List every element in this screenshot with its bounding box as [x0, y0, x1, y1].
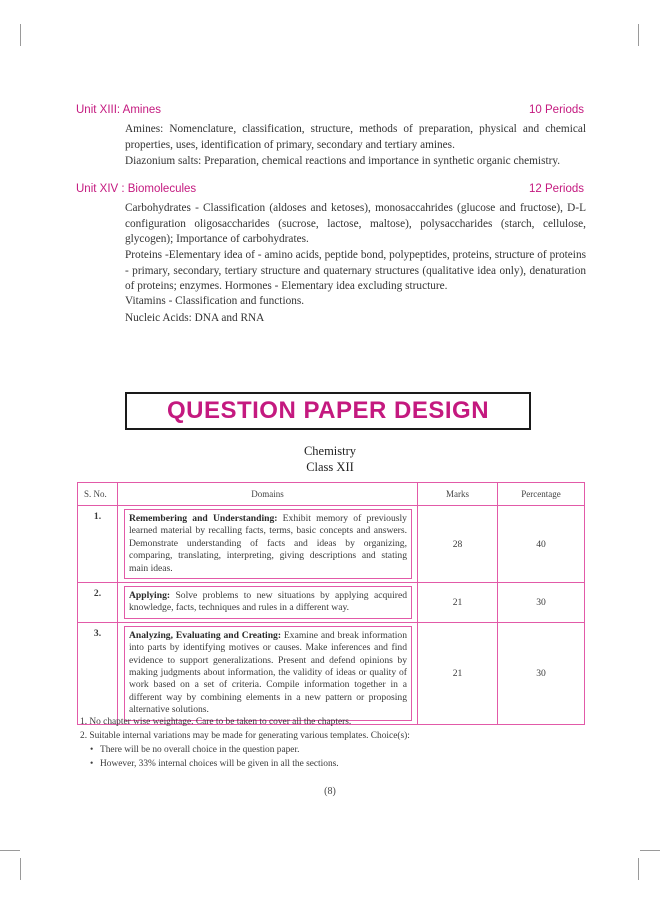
- table-row: [78, 583, 585, 623]
- row-sno: 2.: [78, 583, 118, 623]
- domain-text: Solve problems to new situations by applying acquired knowledge, facts, techniques and rules in a different way.: [129, 590, 407, 614]
- row-sno: 1.: [78, 506, 118, 583]
- table-header-row: [78, 483, 585, 506]
- crop-mark-bottom-left: [0, 850, 20, 851]
- unit-14-title: Unit XIV : Biomolecules: [76, 183, 197, 195]
- crop-mark-bottom-right: [640, 850, 660, 851]
- header-marks: Marks: [418, 483, 498, 506]
- header-sno: S. No.: [78, 483, 118, 506]
- header-domains: Domains: [118, 483, 418, 506]
- row-percentage: 30: [498, 583, 585, 623]
- proteins-paragraph: Proteins -Elementary idea of - amino acids, peptide bond, polypeptides, proteins, structure of proteins - primary, secondary, tertiary structure and quaternary structures (qualitative idea only), denaturation of proteins; enzymes. Hormones - Elementary idea excluding structure.: [125, 249, 586, 293]
- domain-title: Analyzing, Evaluating and Creating:: [129, 629, 282, 641]
- note-2: 2. Suitable internal variations may be made for generating various templates. Choice(s):: [80, 731, 410, 741]
- header-percentage: Percentage: [498, 483, 585, 506]
- row-marks: 28: [418, 506, 498, 583]
- row-sno: 3.: [78, 622, 118, 724]
- domain-box: [124, 626, 412, 721]
- bullet-icon: •: [90, 759, 94, 769]
- crop-mark-bottom-left-v: [20, 858, 21, 880]
- carbohydrates-paragraph: Carbohydrates - Classification (aldoses and ketoses), monosaccahrides (glucose and fructose), D-L configuration oligosaccharides (sucrose, lactose, maltose), polysaccharides (starch, cellulose, glycogen); Importance of carbohydrates.: [125, 202, 586, 246]
- vitamins-paragraph: Vitamins - Classification and functions.: [125, 295, 305, 307]
- crop-mark-top-right: [638, 24, 639, 46]
- section-title: QUESTION PAPER DESIGN: [166, 397, 490, 424]
- row-domain: [118, 622, 418, 724]
- amines-paragraph: Amines: Nomenclature, classification, structure, methods of preparation, physical and chemical properties, uses, identification of primary, secondary and tertiary amines.: [125, 123, 586, 151]
- table-row: [78, 506, 585, 583]
- nucleic-acids-paragraph: Nucleic Acids: DNA and RNA: [125, 312, 265, 324]
- domain-box: [124, 509, 412, 579]
- row-domain: [118, 583, 418, 623]
- table-row: [78, 622, 585, 724]
- unit-13-periods: 10 Periods: [529, 104, 584, 116]
- unit-13-heading: [76, 104, 584, 120]
- unit-14-heading: [76, 183, 584, 199]
- domain-text: Exhibit memory of previously learned material by recalling facts, terms, basic concepts and answers. Demonstrate understanding of facts and ideas by organizing, comparing, translating, interpreting, giving descriptions and stating main ideas.: [129, 513, 407, 574]
- bullet-1: [90, 745, 299, 755]
- domain-title: Remembering and Understanding:: [129, 513, 278, 524]
- row-percentage: 30: [498, 622, 585, 724]
- crop-mark-bottom-right-v: [638, 858, 639, 880]
- question-paper-design-box: [125, 392, 531, 430]
- domain-text: Examine and break information into parts by identifying motives or causes. Make inferences and find evidence to support generalizations. Present and defend opinions by making judgments about information, the validity of ideas or quality of work based on a set of criteria. Compile information together in a different way by combining elements in a new pattern or proposing alternative solutions.: [129, 629, 408, 716]
- row-marks: 21: [418, 622, 498, 724]
- unit-13-title: Unit XIII: Amines: [76, 104, 162, 116]
- question-paper-table: [77, 482, 585, 725]
- bullet-icon: •: [90, 745, 94, 755]
- bullet-2: [90, 759, 339, 769]
- unit-14-periods: 12 Periods: [529, 183, 584, 195]
- domain-box: [124, 586, 412, 619]
- crop-mark-top-left: [20, 24, 21, 46]
- subject-title: Chemistry: [303, 444, 357, 458]
- class-label: Class XII: [306, 460, 354, 474]
- row-percentage: 40: [498, 506, 585, 583]
- bullet-1-text: There will be no overall choice in the question paper.: [100, 745, 300, 755]
- page-number: (8): [324, 786, 336, 797]
- note-1: 1. No chapter wise weightage. Care to be taken to cover all the chapters.: [80, 717, 352, 727]
- row-marks: 21: [418, 583, 498, 623]
- diazonium-paragraph: Diazonium salts: Preparation, chemical reactions and importance in synthetic organic chemistry.: [125, 155, 561, 167]
- row-domain: [118, 506, 418, 583]
- domain-title: Applying:: [129, 590, 171, 602]
- bullet-2-text: However, 33% internal choices will be given in all the sections.: [100, 759, 339, 769]
